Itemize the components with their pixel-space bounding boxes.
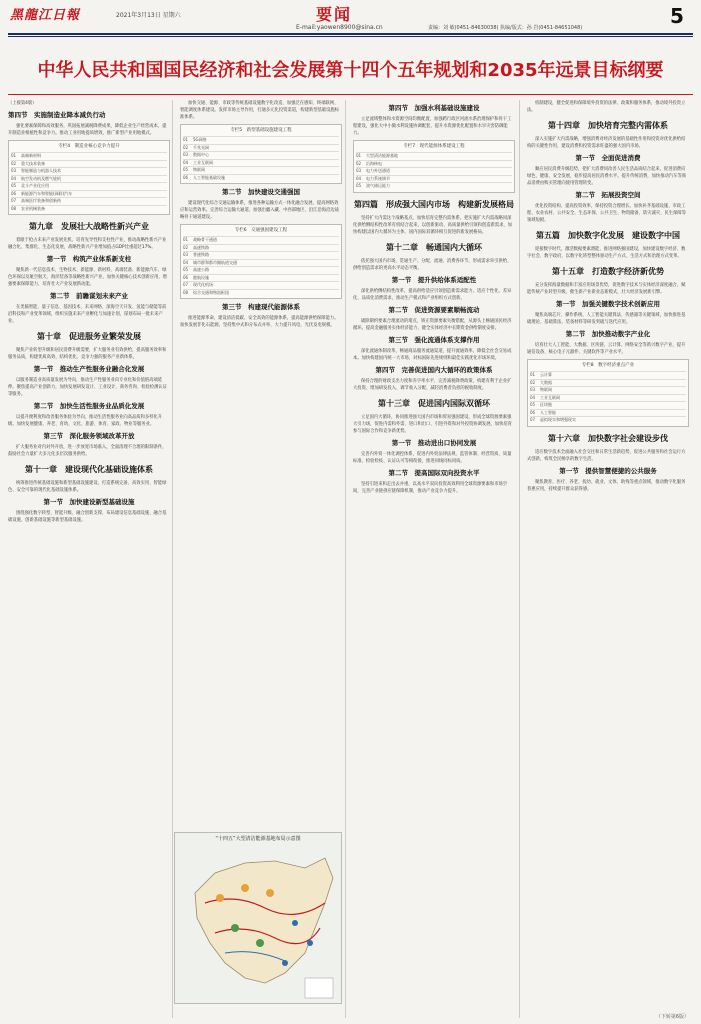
row-text: 城市群和都市圈轨道交通: [193, 259, 237, 265]
row-text: 高端医疗装备和创新药: [21, 198, 61, 203]
energy-base-map: [174, 832, 342, 1004]
section-heading: 第四节 完善促进国内大循环的政策体系: [375, 365, 493, 374]
box-row: [183, 259, 339, 267]
box-row: [11, 205, 167, 213]
box-row: [183, 174, 339, 182]
box-row: [183, 236, 339, 244]
paragraph: 深化供给侧结构性改革，提高供给适应引领创造新需求能力。适应个性化、差异化、品质化消费需求，推动生产模式和产业组织方式创新。: [353, 288, 512, 301]
row-number: 04: [11, 175, 17, 181]
paragraph: 坚持引进来和走出去并重，以高水平双向投资高效利用全球资源要素和市场空间，完善产业链供应链保障机制，推动产业竞争力提升。: [353, 481, 508, 494]
row-number: 05: [183, 267, 189, 272]
paragraph: 加快交通、能源、市政等传统基础设施数字化改造，加强泛在感知、终端联网、智能调度体系建设。发挥市场主导作用，打通多元化投资渠道，构建新型基础设施标准体系。: [180, 101, 339, 120]
paragraph: 迎接数字时代，激活数据要素潜能，推进网络强国建设，加快建设数字经济、数字社会、数字政府，以数字化转型整体驱动生产方式、生活方式和治理方式变革。: [527, 247, 686, 259]
section-heading: 第二节 提高国际双向投资水平: [388, 468, 480, 477]
row-number: 02: [183, 244, 189, 250]
row-number: 06: [530, 409, 536, 415]
row-number: 07: [183, 282, 189, 287]
row-text: 高速公路: [193, 267, 209, 272]
row-number: 01: [530, 372, 536, 377]
section-heading: 第三节 深化服务领域改革开放: [43, 432, 135, 440]
paragraph: 深化流通体制改革，畅通商品服务流通渠道，提升流通效率，降低全社会交易成本。加快构建国内统一大市场，对标国际先进规则和最佳实践优化市场环境。: [353, 348, 512, 361]
row-text: 现代化机场: [193, 282, 213, 287]
row-text: 云计算: [540, 372, 552, 377]
section-heading: 第一节 加快建设新型基础设施: [43, 498, 135, 506]
box-title: 专栏5 新型基础设施建设工程: [230, 128, 292, 133]
paragraph: 培育壮大人工智能、大数据、区块链、云计算、网络安全等新兴数字产业，提升通信设备、核心电子元器件、关键软件等产业水平。: [527, 343, 686, 355]
row-text: 物联网: [193, 167, 205, 172]
chapter-heading: 第十五章 打造数字经济新优势: [552, 267, 664, 276]
box-title: 专栏7 现代能源体系建设工程: [403, 144, 465, 149]
row-text: 5G网络: [193, 137, 207, 142]
header-rule-thin: [8, 36, 693, 37]
box-row: [530, 409, 686, 417]
row-text: 工业互联网: [540, 394, 560, 400]
row-text: 农业机械装备: [21, 205, 45, 211]
paragraph: 立足流域整体和水资源空间均衡配置，加强跨行政区河流水系治理保护和骨干工程建设，强化大中小微水利设施协调配套，提升水资源优化配置和水旱灾害防御能力。: [353, 117, 512, 136]
row-text: 战略骨干通道: [193, 237, 217, 242]
chapter-heading: 第十一章 建设现代化基础设施体系: [25, 465, 153, 474]
row-text: 航空发动机及燃气轮机: [21, 175, 61, 181]
part-heading: 第五篇 加快数字化发展 建设数字中国: [536, 231, 680, 240]
page-number: 5: [670, 4, 684, 28]
paragraph: 深入实施扩大内需战略，增强消费对经济发展的基础性作用和投资对优化供给结构的关键性作用，建设消费和投资需求旺盛的强大国内市场。: [527, 137, 686, 149]
row-number: 07: [530, 417, 536, 422]
paragraph: 围绕强化数字转型、智能升级、融合创新支撑，布局建设信息基础设施、融合基础设施、创新基础设施等新型基础设施。: [8, 511, 167, 523]
section-heading: 第二节 拓展投资空间: [575, 191, 641, 199]
box-row: [530, 416, 686, 424]
section-heading: 第一节 提升供给体系适配性: [391, 275, 477, 284]
box-title: 专栏8 数字经济重点产业: [581, 363, 635, 368]
box-title: 专栏4 制造业核心竞争力提升: [58, 144, 120, 149]
section-heading: 第一节 提供智慧便捷的公共服务: [559, 466, 657, 475]
box-row: [183, 289, 339, 297]
row-text: 大数据: [540, 379, 552, 385]
paragraph: 完善内外贸一体化调控体系，促进内外贸法律法规、监管体制、经营资质、质量标准、检验检疫、认证认可等相衔接，推进同线同标同质。: [353, 451, 512, 464]
section-email: E-mail:yaowen8900@sina.cn: [296, 24, 383, 31]
box-row: [356, 152, 512, 160]
box-row: [183, 281, 339, 289]
row-number: 03: [356, 168, 362, 173]
sidebar-box: [8, 140, 170, 215]
continued-note: （上接第4版）: [8, 101, 37, 106]
row-number: 02: [11, 160, 17, 166]
row-number: 05: [356, 183, 362, 188]
row-text: 物联网: [540, 387, 552, 392]
row-number: 04: [183, 159, 189, 165]
row-text: 虚拟现实和增强现实: [540, 417, 576, 422]
section-title: 要闻: [316, 5, 353, 24]
box-row: [11, 175, 167, 183]
editor-contacts: 责编：刘 敏(0451-84630038) 执编/版式：孙 岩(0451-84651048): [428, 25, 583, 31]
row-text: 人工智能: [540, 409, 556, 415]
paragraph: 顺应居民消费升级趋势，把扩大消费同改善人民生活品质结合起来，促进消费向绿色、健康、安全发展，稳步提高居民消费水平。提升传统消费，加快推动汽车等商品消费由购买管理向使用管理转变。: [527, 167, 686, 186]
row-text: 综合交通和物流枢纽: [193, 289, 229, 295]
article-column-3: [353, 100, 515, 1018]
row-text: 智能制造与机器人技术: [21, 168, 61, 173]
row-text: 港航设施: [193, 274, 209, 280]
row-number: 04: [183, 259, 189, 265]
paragraph: 适应数字技术全面融入社会交往和日常生活新趋势，促进公共服务和社会运行方式创新，构筑全民畅享的数字生活。: [527, 449, 686, 462]
paragraph: 保持合理的财政支出力度和赤字率水平，完善减税降费政策，构建有利于企业扩大投资、增加研发投入、调节收入分配、减轻消费者负担的税收制度。: [353, 378, 512, 391]
section-heading: 第二节 促进资源要素顺畅流动: [388, 305, 480, 314]
sidebar-box: [180, 124, 342, 184]
row-number: 04: [530, 394, 536, 400]
box-row: [530, 401, 686, 409]
issue-date: 2021年3月13日 星期六: [116, 12, 181, 19]
row-number: 02: [183, 144, 189, 150]
row-text: 数据中心: [193, 152, 209, 157]
box-row: [356, 182, 512, 190]
row-number: 02: [530, 379, 536, 385]
box-row: [183, 244, 339, 252]
row-number: 06: [11, 190, 17, 196]
row-number: 08: [11, 205, 17, 211]
box-row: [356, 175, 512, 183]
row-text: 新能源汽车和智能(网联)汽车: [21, 190, 73, 196]
row-text: 电力外送通道: [366, 168, 390, 173]
row-number: 03: [183, 152, 189, 157]
paragraph: 在类脑智能、量子信息、基因技术、未来网络、深海空天开发、氢能与储能等前沿科技和产业变革领域，组织实施未来产业孵化与加速计划，谋划布局一批未来产业。: [8, 305, 167, 324]
section-heading: 第三节 强化流通体系支撑作用: [388, 335, 480, 344]
headline-rule: [8, 94, 693, 95]
row-number: 03: [183, 252, 189, 257]
main-headline: 中华人民共和国国民经济和社会发展第十四个五年规划和2035年远景目标纲要: [37, 60, 664, 81]
paragraph: 聚焦产业转型升级和居民消费升级需要，扩大服务业有效供给，提高服务效率和服务品质，构建优质高效、结构优化、竞争力强的服务产业新体系。: [8, 348, 167, 360]
row-text: 高端新材料: [21, 153, 41, 158]
sidebar-box: [180, 224, 342, 299]
section-heading: 第一节 推动生产性服务业融合化发展: [33, 365, 145, 373]
section-heading: 第三节 构建现代能源体系: [222, 303, 300, 311]
section-heading: 第二节 加快生活性服务业品质化发展: [33, 402, 145, 410]
paragraph: 建设现代化综合交通运输体系，推进各种运输方式一体化融合发展，提高网络效应和运营效率。完善综合运输大通道，加强出疆入藏、中西部地区、沿江沿海沿边战略骨干通道建设。: [180, 201, 339, 220]
sidebar-box: [353, 140, 515, 193]
row-text: 大型清洁能源基地: [366, 153, 398, 158]
page-header: [0, 0, 701, 40]
section-heading: 第一节 全面促进消费: [575, 154, 641, 162]
paragraph: 聚焦新一代信息技术、生物技术、新能源、新材料、高端装备、新能源汽车、绿色环保以及航空航天、海洋装备等战略性新兴产业，加快关键核心技术创新应用，增强要素保障能力，培育壮大产业发展新动能。: [8, 268, 167, 287]
map-title: “十四五”大型清洁能源基地布局示意图: [215, 836, 301, 842]
article-column-2: [180, 100, 342, 828]
section-heading: 第四节 加强水利基础设施建设: [388, 104, 480, 112]
china-map-graphic: [175, 833, 341, 1003]
chapter-heading: 第十二章 畅通国内大循环: [386, 242, 482, 252]
box-row: [11, 197, 167, 205]
box-row: [183, 151, 339, 159]
row-number: 08: [183, 289, 189, 295]
part-heading: 第四篇 形成强大国内市场 构建新发展格局: [354, 199, 514, 209]
paragraph: 坚持扩大内需这个战略基点，加快培育完整内需体系，把实施扩大内需战略同深化供给侧结构性改革有机结合起来，以创新驱动、高质量供给引领和创造新需求，加快构建以国内大循环为主体、国内国际双循环相互促进的新发展格局。: [353, 215, 512, 235]
chapter-heading: 第十章 促进服务业繁荣发展: [37, 332, 141, 341]
row-number: 06: [183, 274, 189, 280]
box-row: [530, 394, 686, 402]
section-heading: 第一节 推动进出口协同发展: [391, 438, 477, 447]
row-text: 高速铁路: [193, 244, 209, 250]
box-row: [11, 190, 167, 198]
row-number: 07: [11, 198, 17, 203]
box-row: [11, 160, 167, 168]
row-number: 02: [356, 160, 362, 166]
row-number: 05: [183, 167, 189, 172]
section-heading: 第二节 加快推动数字产业化: [565, 330, 651, 338]
paragraph: 统筹推进传统基础设施和新型基础设施建设，打造系统完备、高效实用、智能绿色、安全可靠的现代化基础设施体系。: [8, 481, 167, 493]
row-number: 01: [183, 137, 189, 142]
row-text: 千兆光网: [193, 144, 209, 150]
box-row: [530, 379, 686, 387]
row-number: 04: [356, 175, 362, 181]
box-row: [183, 166, 339, 174]
box-row: [356, 160, 512, 168]
paragraph: 充分发挥海量数据和丰富应用场景优势，促进数字技术与实体经济深度融合，赋能传统产业转型升级，催生新产业新业态新模式，壮大经济发展新引擎。: [527, 283, 686, 295]
paragraph: 优化投资结构，提高投资效率，保持投资合理增长。加快补齐基础设施、市政工程、农业农村、公共安全、生态环保、公共卫生、物资储备、防灾减灾、民生保障等领域短板。: [527, 204, 686, 223]
row-text: 人工智能基础设施: [193, 174, 225, 180]
paragraph: 聚焦高端芯片、操作系统、人工智能关键算法、传感器等关键领域，加快推进基础理论、基础算法、装备材料等研发突破与迭代应用。: [527, 313, 686, 325]
box-row: [183, 136, 339, 144]
box-row: [11, 152, 167, 160]
box-row: [183, 274, 339, 282]
row-text: 区块链: [540, 402, 552, 407]
box-row: [183, 159, 339, 167]
row-text: 重大技术装备: [21, 160, 45, 166]
box-row: [530, 386, 686, 394]
row-text: 油气储运能力: [366, 183, 390, 188]
box-title: 专栏6 交通强国建设工程: [234, 228, 288, 233]
newspaper-logo: 黑龍江日報: [10, 8, 81, 23]
row-number: 03: [530, 387, 536, 392]
chapter-heading: 第十六章 加快数字社会建设步伐: [548, 433, 668, 443]
paragraph: 聚焦教育、医疗、养老、抚幼、就业、文体、助残等重点领域，推动数字化服务普惠应用，持续提升群众获得感。: [527, 479, 686, 492]
header-rule: [8, 33, 693, 35]
column-divider: [345, 100, 346, 1018]
paragraph: 扩大服务业对内对外开放，进一步放宽市场准入，全面清理不合理的限制条件，鼓励社会力量扩大多元化多层次服务供给。: [8, 445, 167, 457]
paragraph: 以提升便利度和改善服务体验为导向，推动生活性服务业向高品质和多样化升级。加快发展健康、养老、育幼、文化、旅游、体育、家政、物业等服务业。: [8, 415, 163, 427]
row-text: 普速铁路: [193, 252, 209, 257]
row-text: 电力系统调节: [366, 175, 390, 181]
column-divider: [519, 100, 520, 1018]
row-text: 北斗产业化应用: [21, 183, 49, 188]
section-heading: 第一节 构筑产业体系新支柱: [46, 255, 132, 263]
paragraph: 以服务制造业高质量发展为导向，推动生产性服务业向专业化和价值链高端延伸。聚焦提高产业创新力，加快发展研发设计、工业设计、商务咨询、检验检测认证等服务。: [8, 378, 167, 397]
paragraph: 破除制约要素合理流动的堵点，矫正资源要素失衡错配，从源头上畅通国民经济循环。提高金融服务实体经济能力，健全实体经济中长期资金供给制度安排。: [353, 318, 512, 331]
chapter-heading: 第十三章 促进国内国际双循环: [378, 398, 490, 408]
box-row: [183, 251, 339, 259]
row-number: 01: [11, 153, 17, 158]
article-column-1: [8, 100, 170, 1018]
paragraph: 着眼于抢占未来产业发展先机，培育先导性和支柱性产业，推动战略性新兴产业融合化、集群化、生态化发展，战略性新兴产业增加值占GDP比重超过17%。: [8, 238, 167, 250]
box-row: [183, 266, 339, 274]
row-number: 01: [183, 237, 189, 242]
box-row: [530, 371, 686, 379]
box-row: [356, 167, 512, 175]
box-row: [183, 144, 339, 152]
paragraph: 机制建设，健全促进和保障境外投资的法律、政策和服务体系，推动境外投资立法。: [527, 101, 686, 113]
row-text: 沿海核电: [366, 160, 382, 166]
column-divider: [172, 100, 173, 1018]
paragraph: 推进能源革命，建设清洁低碳、安全高效的能源体系，提高能源供给保障能力。加快发展非化石能源，坚持集中式和分布式并举，大力提升风电、光伏发电规模。: [180, 316, 339, 328]
paragraph: 依托强大国内市场，贯通生产、分配、流通、消费各环节，形成需求牵引供给、供给创造需求的更高水平动态平衡。: [353, 258, 512, 271]
row-number: 06: [183, 174, 189, 180]
sidebar-box: [527, 359, 689, 427]
section-heading: 第四节 实施制造业降本减负行动: [8, 111, 106, 119]
chapter-heading: 第九章 发展壮大战略性新兴产业: [29, 222, 149, 231]
section-heading: 第一节 加强关键数字技术创新应用: [556, 300, 660, 308]
row-number: 05: [530, 402, 536, 407]
box-row: [11, 182, 167, 190]
chapter-heading: 第十四章 加快培育完整内需体系: [548, 121, 668, 130]
section-heading: 第二节 加快建设交通强国: [222, 188, 300, 196]
row-number: 01: [356, 153, 362, 158]
paragraph: 立足国内大循环，协同推进强大国内市场和贸易强国建设，形成全球资源要素强大引力场，促进内需和外需、进口和出口、引进外资和对外投资协调发展，加快培育参与国际合作和竞争新优势。: [353, 414, 512, 434]
row-text: 工业互联网: [193, 159, 213, 165]
row-number: 05: [11, 183, 17, 188]
row-number: 03: [11, 168, 17, 173]
article-column-4: [527, 100, 689, 1018]
box-row: [11, 167, 167, 175]
continued-footer: （下转第6版）: [655, 1014, 689, 1020]
section-heading: 第二节 前瞻谋划未来产业: [50, 292, 128, 300]
paragraph: 强化要素保障和高效服务，巩固拓展减税降费成果，降低企业生产经营成本，提升制造业根植性和竞争力。推动工业用地提质增效，推广新型产业用地模式。: [8, 124, 167, 136]
